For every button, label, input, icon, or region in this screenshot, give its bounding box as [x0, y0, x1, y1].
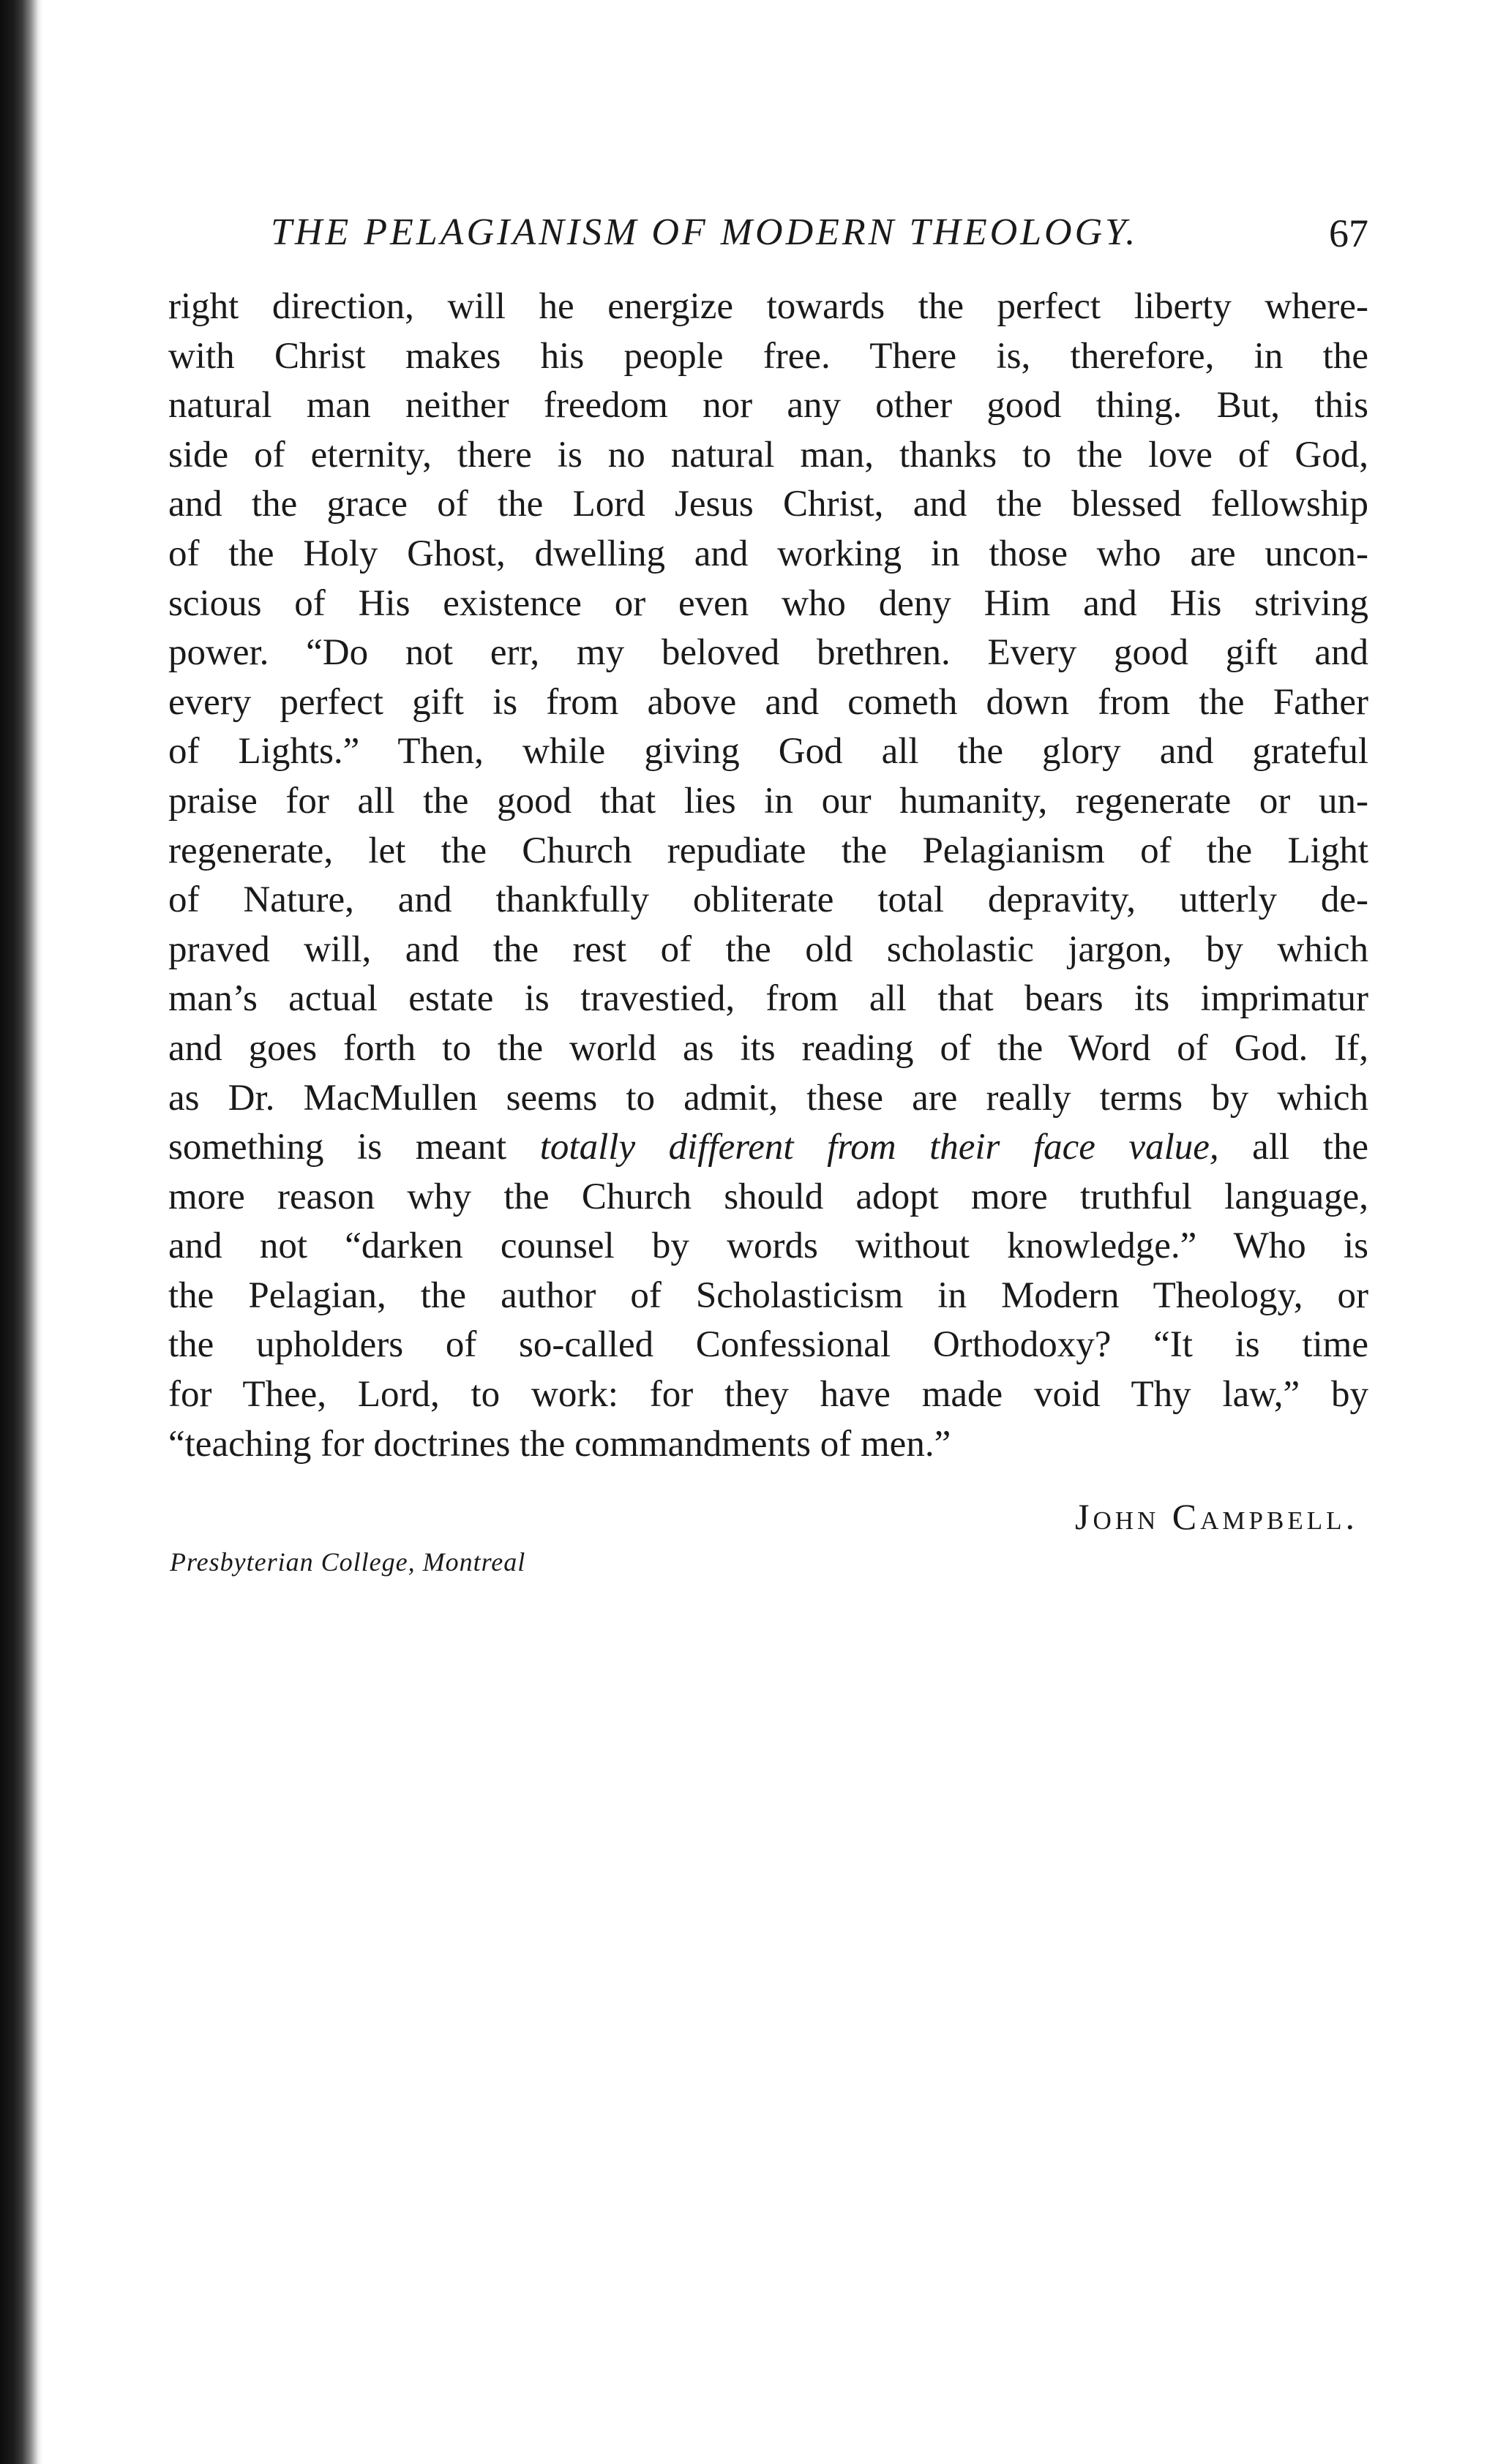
text-line: as Dr. MacMullen seems to admit, these are really terms by which: [168, 1077, 1368, 1119]
text-line: side of eternity, there is no natural man, thanks to the love of God,: [168, 434, 1368, 476]
page-binding-edge: [0, 0, 42, 2464]
text-line: of Nature, and thankfully obliterate total depravity, utterly de-: [168, 879, 1368, 921]
body-text: [168, 282, 1368, 1469]
text-line: every perfect gift is from above and cometh down from the Father: [168, 681, 1368, 723]
text-line: for Thee, Lord, to work: for they have made void Thy law,” by: [168, 1374, 1368, 1416]
text-line: regenerate, let the Church repudiate the Pelagianism of the Light: [168, 830, 1368, 871]
running-head: [168, 198, 1368, 263]
author-signature: John Campbell.: [1075, 1496, 1358, 1538]
book-page: [168, 198, 1368, 1577]
text-line: “teaching for doctrines the commandments of men.”: [168, 1423, 951, 1465]
text-line: with Christ makes his people free. There is, therefore, in the: [168, 335, 1368, 377]
author-affiliation: Presbyterian College, Montreal: [170, 1547, 526, 1577]
text-line: the upholders of so-called Confessional Orthodoxy? “It is time: [168, 1324, 1368, 1366]
line-segment: all the: [1218, 1127, 1368, 1168]
text-line: of the Holy Ghost, dwelling and working in those who are uncon-: [168, 533, 1368, 574]
text-line: praise for all the good that lies in our humanity, regenerate or un-: [168, 780, 1368, 822]
italic-phrase: totally different from their face value,: [539, 1127, 1219, 1168]
text-line: of Lights.” Then, while giving God all the glory and grateful: [168, 731, 1368, 773]
text-line: and goes forth to the world as its reading of the Word of God. If,: [168, 1027, 1368, 1069]
text-line: praved will, and the rest of the old scholastic jargon, by which: [168, 928, 1368, 970]
text-line: scious of His existence or even who deny Him and His striving: [168, 582, 1368, 624]
text-line: right direction, will he energize towards the perfect liberty where-: [168, 286, 1368, 327]
text-line: man’s actual estate is travestied, from all that bears its imprimatur: [168, 978, 1368, 1020]
text-line: natural man neither freedom nor any other good thing. But, this: [168, 385, 1368, 427]
running-title: THE PELAGIANISM OF MODERN THEOLOGY.: [271, 211, 1139, 253]
page-number: 67: [1329, 211, 1368, 255]
text-line: more reason why the Church should adopt more truthful language,: [168, 1176, 1368, 1217]
line-segment: something is meant: [168, 1127, 540, 1168]
text-line: and the grace of the Lord Jesus Christ, and the blessed fellowship: [168, 484, 1368, 525]
text-line: power. “Do not err, my beloved brethren. Every good gift and: [168, 632, 1368, 674]
text-line: and not “darken counsel by words without knowledge.” Who is: [168, 1225, 1368, 1267]
text-line: the Pelagian, the author of Scholasticism in Modern Theology, or: [168, 1274, 1368, 1316]
text-line-with-italic: [168, 1123, 1368, 1173]
